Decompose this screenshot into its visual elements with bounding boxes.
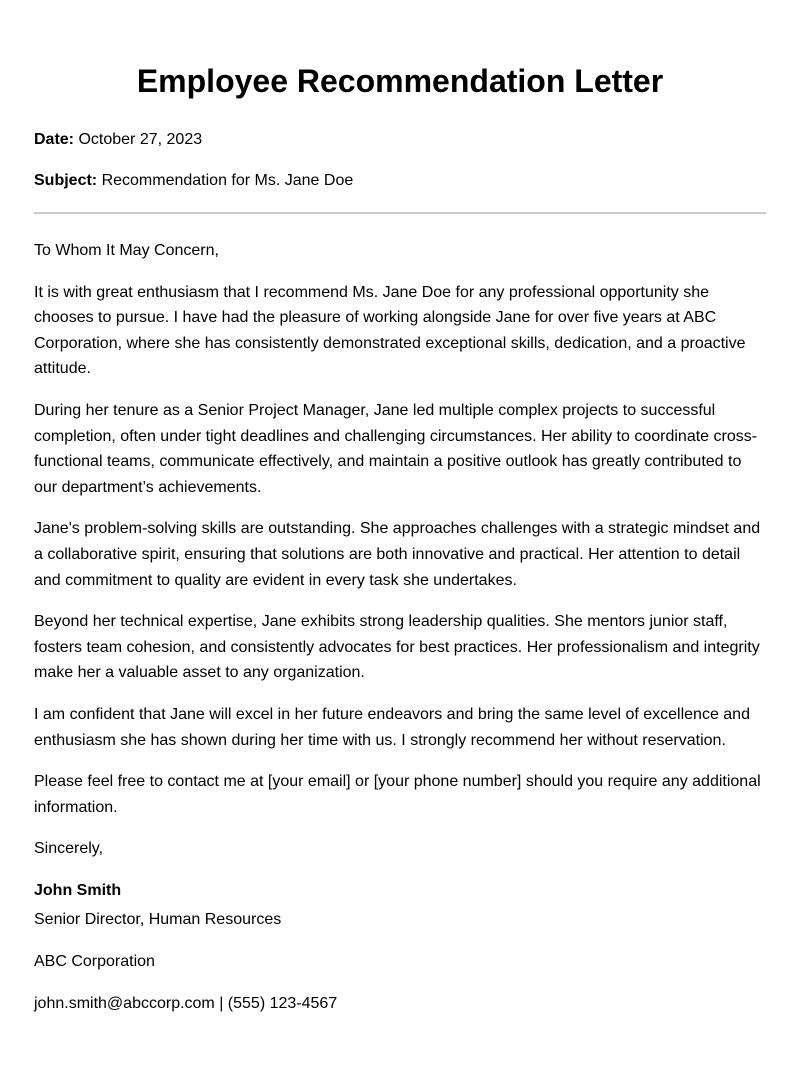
- header-divider: [34, 212, 766, 214]
- date-line: [34, 130, 766, 150]
- subject-value: Recommendation for Ms. Jane Doe: [101, 172, 354, 189]
- signature-contact: john.smith@abccorp.com | (555) 123-4567: [34, 994, 338, 1012]
- signature-company: ABC Corporation: [34, 953, 155, 971]
- subject-line: [34, 171, 766, 191]
- paragraph-confidence: I am confident that Jane will excel in her future endeavors and bring the same level of excellence and enthusiasm she has shown during her time with us. I strongly recommend her without reservation.: [34, 705, 750, 749]
- signature-name: John Smith: [34, 881, 122, 899]
- date-label: Date:: [34, 131, 75, 148]
- letter-body: [34, 238, 766, 1016]
- paragraph-leadership: Beyond her technical expertise, Jane exhibits strong leadership qualities. She mentors junior staff, fosters team cohesion, and consistently advocates for best practices. Her professionalism and integrity make her a valuable asset to any organization.: [34, 613, 760, 682]
- page-title: Employee Recommendation Letter: [136, 63, 664, 99]
- salutation: To Whom It May Concern,: [34, 242, 219, 259]
- subject-label: Subject:: [34, 172, 98, 189]
- paragraph-contact: Please feel free to contact me at [your email] or [your phone number] should you require any additional information.: [34, 773, 761, 816]
- closing: Sincerely,: [34, 840, 104, 858]
- signature-title: Senior Director, Human Resources: [34, 911, 282, 929]
- paragraph-tenure: During her tenure as a Senior Project Manager, Jane led multiple complex projects to successful completion, often under tight deadlines and challenging circumstances. Her ability to coordinate cross-functional teams, communicate effectively, and maintain a positive outlook has greatly contributed to our department’s achievements.: [34, 401, 758, 496]
- paragraph-skills: Jane's problem-solving skills are outstanding. She approaches challenges with a strategic mindset and a collaborative spirit, ensuring that solutions are both innovative and practical. Her attention to detail and commitment to quality are evident in every task she undertakes.: [34, 520, 761, 589]
- paragraph-intro: It is with great enthusiasm that I recommend Ms. Jane Doe for any professional opportunity she chooses to pursue. I have had the pleasure of working alongside Jane for over five years at ABC Corporation, where she has consistently demonstrated exceptional skills, dedication, and a proactive attitude.: [34, 283, 746, 378]
- date-value: October 27, 2023: [78, 131, 203, 148]
